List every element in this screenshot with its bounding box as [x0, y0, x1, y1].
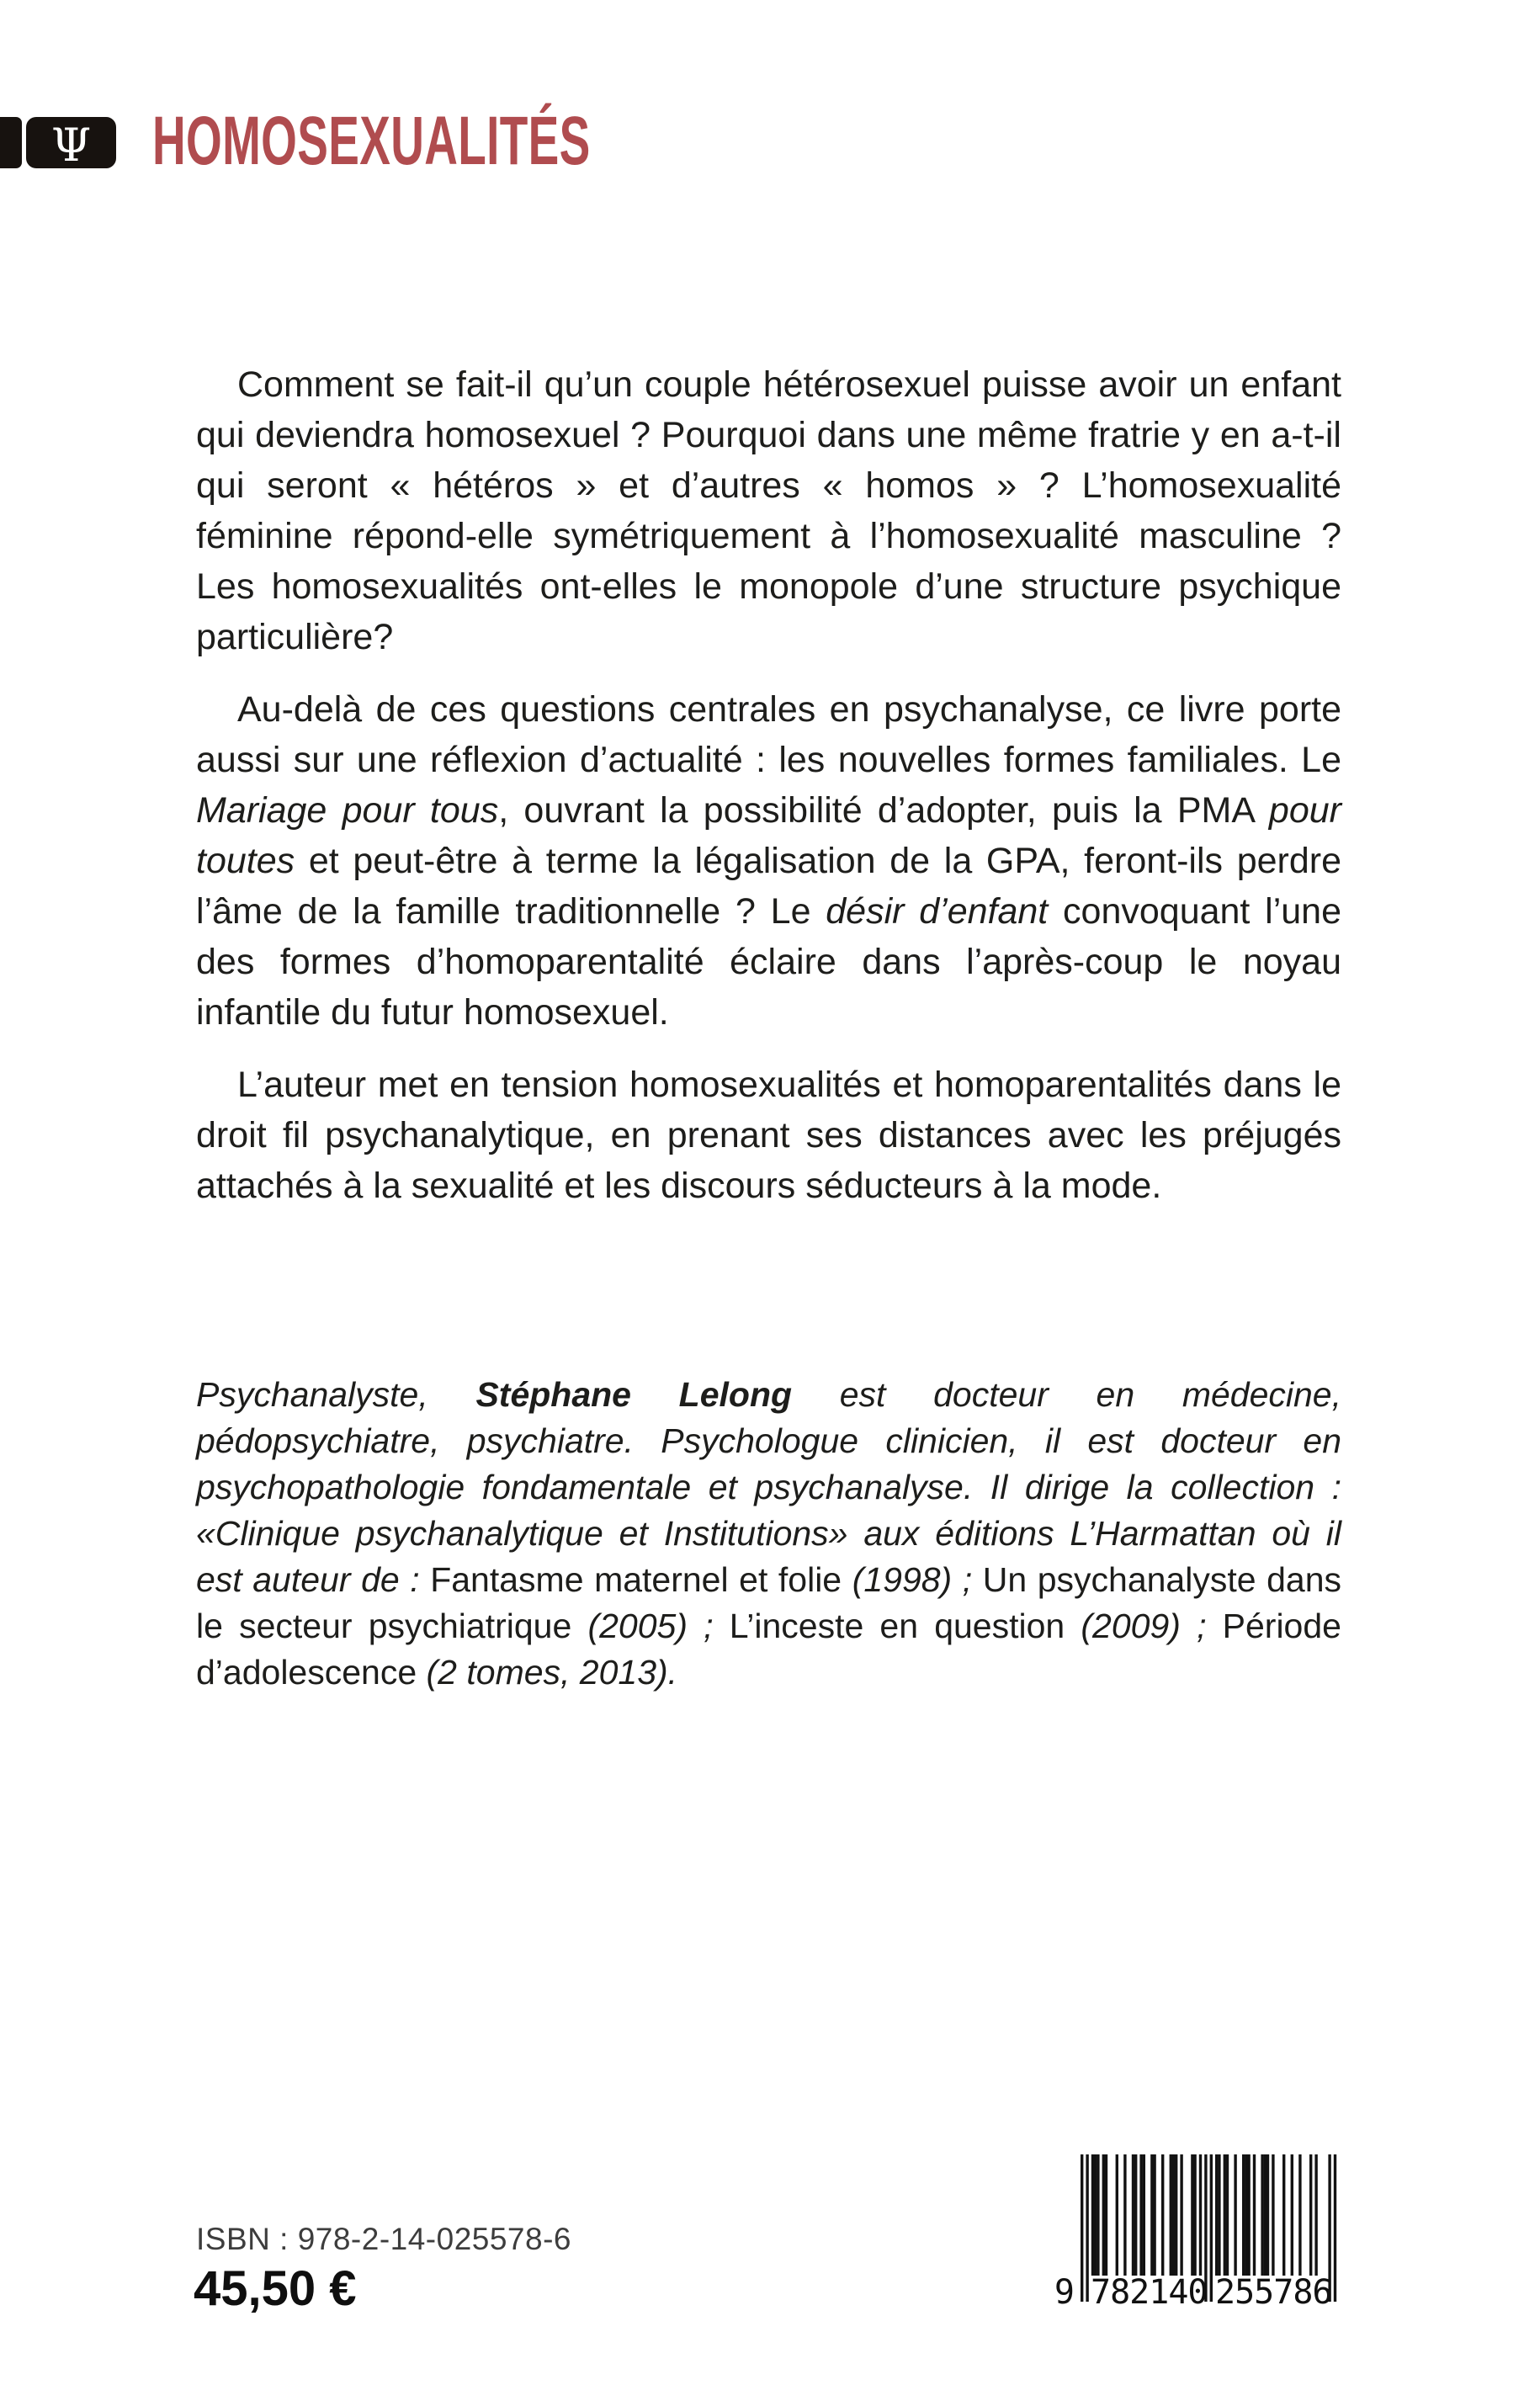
text-run: et peut-être à terme la légalisation de la GPA, feront-ils perdre l’âme de la famille traditionnelle ? Le: [196, 841, 1341, 932]
text-run: Période d’adolescence: [196, 1607, 1341, 1692]
barcode-digit-lead: 9: [1054, 2273, 1074, 2312]
text-run: pour toutes: [196, 790, 1341, 881]
isbn-text: ISBN : 978-2-14-025578-6: [196, 2222, 571, 2256]
author-bio: [196, 1372, 1341, 1696]
psi-icon: Ψ: [50, 118, 92, 172]
text-run: (1998) ;: [842, 1560, 983, 1599]
text-run: (2 tomes, 2013).: [417, 1653, 678, 1692]
barcode-digits-right: 255786: [1215, 2273, 1332, 2312]
text-run: , ouvrant la possibilité d’adopter, puis la PMA: [498, 790, 1269, 831]
barcode-digits-left: 782140: [1091, 2273, 1208, 2312]
text-run: est docteur en médecine, pédopsychiatre, psychiatre. Psychologue clinicien, il est docteur en psychopathologie fondamentale et psychanalyse. Il dirige la collection : «Clinique psychanalytique et Institutions» aux éditions L’Harmattan où il est auteur de :: [196, 1375, 1342, 1599]
text-run: Un psychanalyste dans le secteur psychiatrique: [196, 1560, 1341, 1645]
synopsis-paragraph-1: [196, 359, 1341, 662]
text-run: (2005) ;: [571, 1607, 730, 1645]
text-run: L’inceste en question: [729, 1607, 1065, 1645]
text-run: Psychanalyste,: [196, 1375, 476, 1414]
logo-box: [26, 117, 116, 172]
text-run: (2009) ;: [1065, 1607, 1223, 1645]
text-run: désir d’enfant: [826, 891, 1049, 932]
ean13-barcode: [1043, 2154, 1346, 2316]
text-run: Comment se fait-il qu’un couple hétérosexuel puisse avoir un enfant qui deviendra homosexuel ? Pourquoi dans une même fratrie y en a-t-il qui seront « hétéros » et d’autres « homos » ? L’homosexualité féminine répond-elle symétriquement à l’homosexualité masculine ? Les homosexualités ont-elles le monopole d’une structure psychique particulière?: [196, 364, 1341, 657]
text-run: convoquant l’une des formes d’homoparentalité éclaire dans l’après-coup le noyau infantile du futur homosexuel.: [196, 891, 1342, 1033]
logo-edge-bar: [0, 117, 22, 168]
synopsis-paragraph-2: [196, 684, 1341, 1038]
text-run: Stéphane Lelong: [475, 1375, 793, 1414]
price-text: 45,50 €: [194, 2261, 357, 2316]
text-run: L’auteur met en tension homosexualités et homoparentalités dans le droit fil psychanalytique, en prenant ses distances avec les préjugés attachés à la sexualité et les discours séducteurs à la mode.: [196, 1065, 1341, 1206]
synopsis-paragraph-3: [196, 1060, 1341, 1211]
text-run: Mariage pour tous: [196, 790, 499, 831]
text-run: Fantasme maternel et folie: [430, 1560, 842, 1599]
synopsis-block: [196, 359, 1341, 1211]
book-title: HOMOSEXUALITÉS: [152, 103, 591, 179]
publisher-logo: [0, 117, 118, 172]
text-run: Au-delà de ces questions centrales en psychanalyse, ce livre porte aussi sur une réflexion d’actualité : les nouvelles formes familiales. Le: [196, 689, 1341, 780]
